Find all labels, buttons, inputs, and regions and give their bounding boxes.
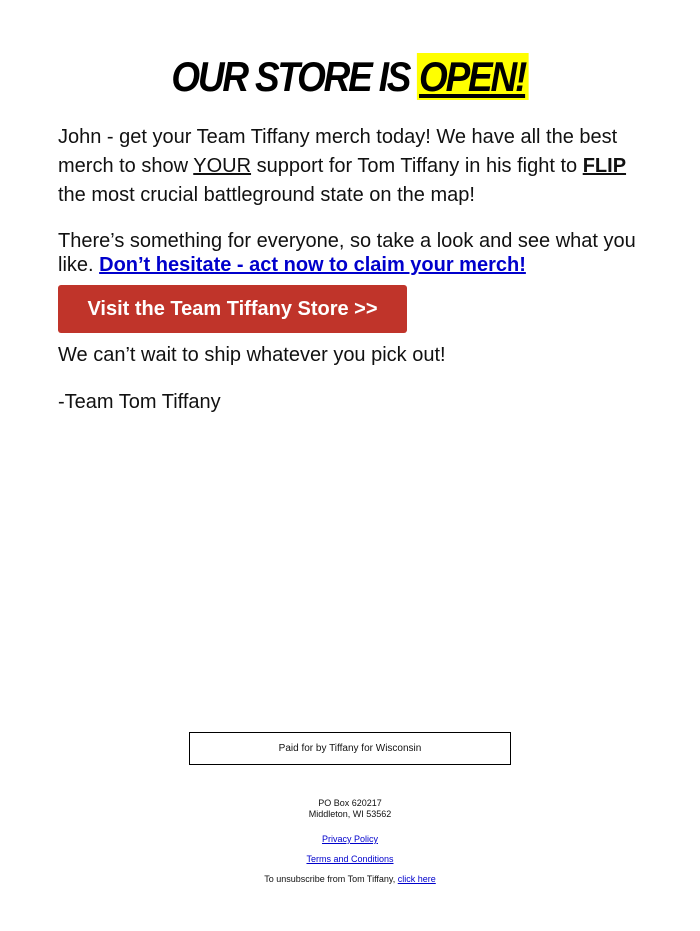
headline-highlight: OPEN! — [417, 53, 528, 100]
unsubscribe-link[interactable]: click here — [397, 874, 436, 884]
address-line-1: PO Box 620217 — [318, 798, 382, 808]
unsubscribe-row — [0, 874, 700, 884]
unsubscribe-text: To unsubscribe from Tom Tiffany, — [264, 874, 398, 884]
terms-link[interactable]: Terms and Conditions — [306, 854, 394, 864]
intro-text-1: John - get your Team Tiffany merch today! We have all the best merch to show — [58, 126, 618, 177]
intro-your: YOUR — [193, 155, 252, 177]
claim-merch-link[interactable]: Don’t hesitate - act now to claim your merch! — [99, 254, 526, 276]
headline — [42, 52, 658, 102]
paid-for-box: Paid for by Tiffany for Wisconsin — [189, 732, 511, 765]
terms-row — [0, 854, 700, 864]
visit-store-button[interactable]: Visit the Team Tiffany Store >> — [58, 285, 407, 333]
privacy-policy-link[interactable]: Privacy Policy — [321, 834, 378, 844]
signature: -Team Tom Tiffany — [58, 391, 221, 413]
intro-paragraph — [58, 123, 658, 210]
intro-text-2: support for Tom Tiffany in his fight to — [251, 155, 583, 177]
address — [0, 798, 700, 820]
second-text: There’s something for everyone, so take a look and see what you like. — [58, 230, 636, 276]
closing-text: We can’t wait to ship whatever you pick out! — [58, 344, 446, 366]
intro-text-3: the most crucial battleground state on the map! — [58, 184, 475, 206]
second-paragraph — [58, 229, 658, 277]
privacy-row — [0, 834, 700, 844]
headline-text: OUR STORE IS — [171, 53, 418, 100]
address-line-2: Middleton, WI 53562 — [308, 809, 392, 819]
intro-flip: FLIP — [582, 155, 627, 177]
